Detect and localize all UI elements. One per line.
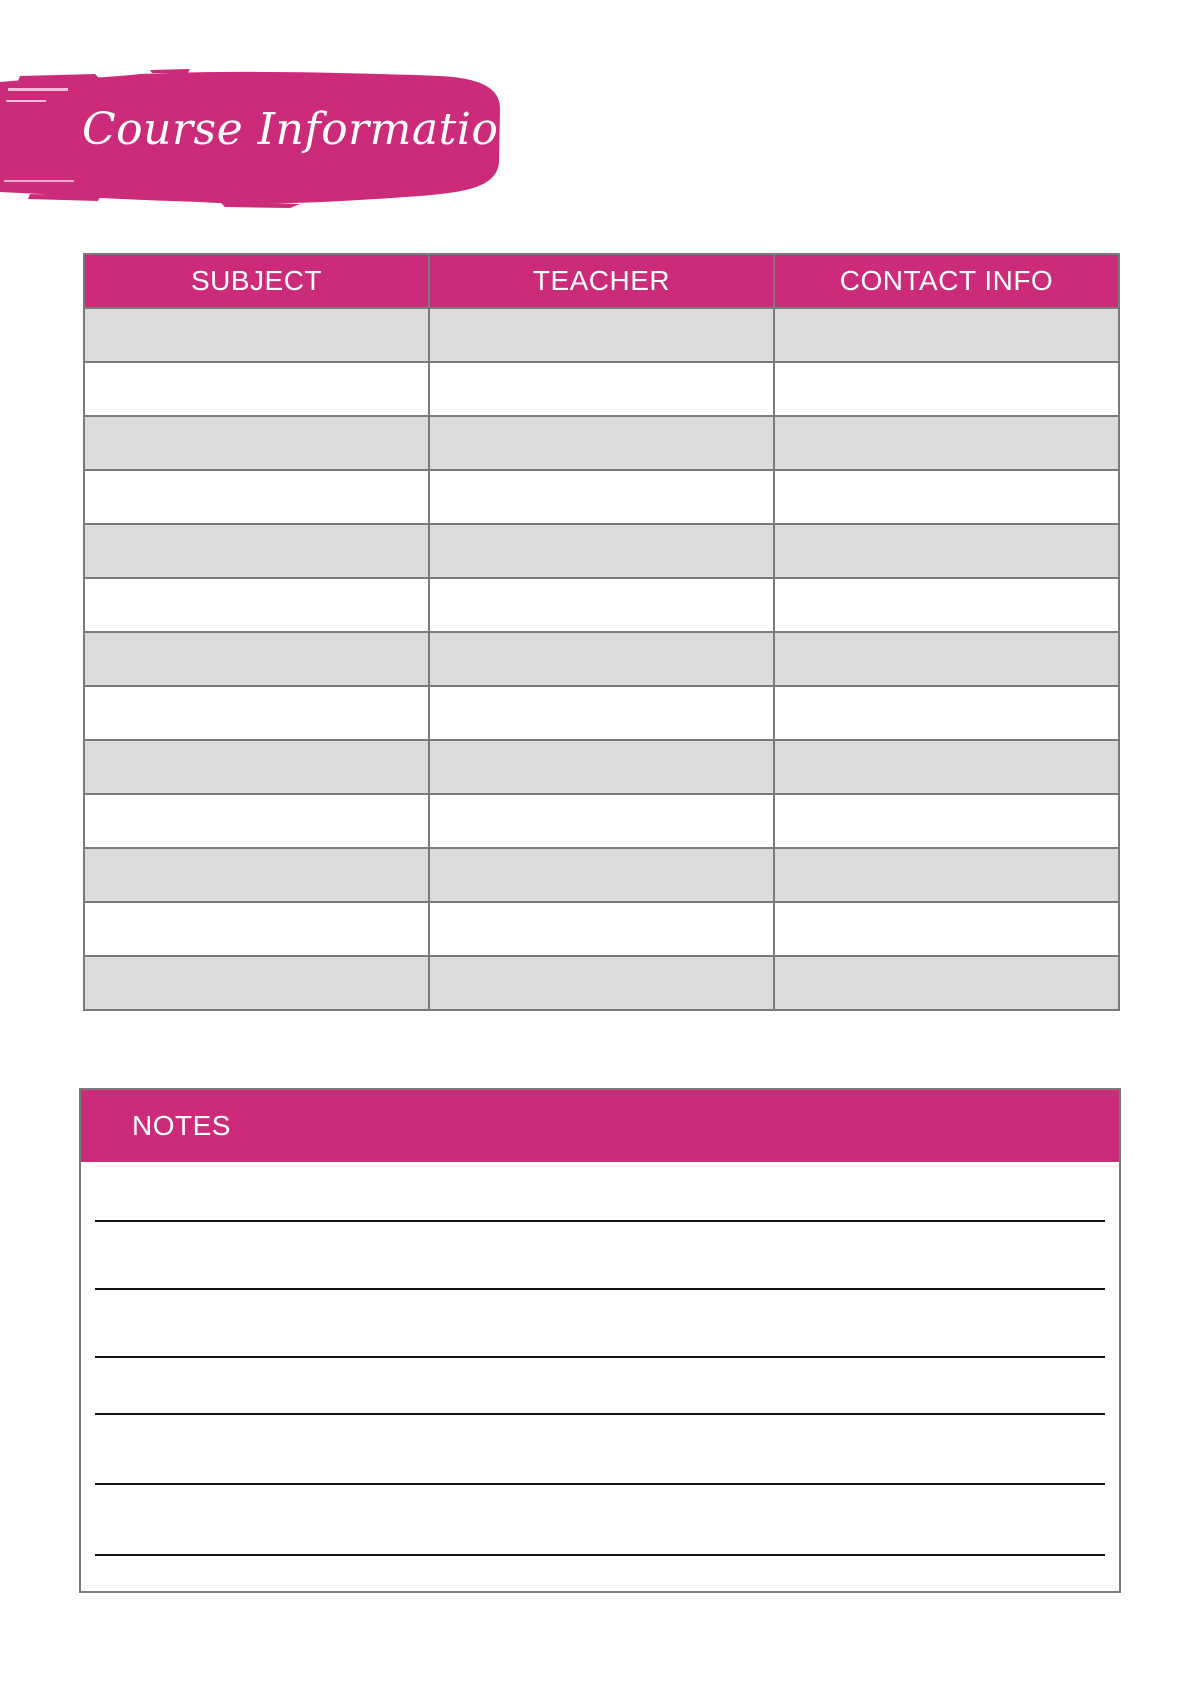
table-row (84, 956, 1119, 1010)
note-line[interactable] (95, 1356, 1105, 1358)
note-line[interactable] (95, 1413, 1105, 1415)
note-line[interactable] (95, 1220, 1105, 1222)
table-cell[interactable] (429, 794, 774, 848)
table-cell[interactable] (774, 578, 1119, 632)
table-row (84, 524, 1119, 578)
table-cell[interactable] (774, 632, 1119, 686)
table-row (84, 848, 1119, 902)
table-row (84, 794, 1119, 848)
note-line[interactable] (95, 1554, 1105, 1556)
table-cell[interactable] (84, 632, 429, 686)
table-cell[interactable] (429, 362, 774, 416)
table-cell[interactable] (84, 956, 429, 1010)
note-line[interactable] (95, 1288, 1105, 1290)
table-row (84, 308, 1119, 362)
table-cell[interactable] (429, 308, 774, 362)
table-cell[interactable] (429, 632, 774, 686)
table-cell[interactable] (774, 416, 1119, 470)
column-header-teacher: TEACHER (429, 254, 774, 308)
notes-header (81, 1090, 1119, 1162)
table-cell[interactable] (429, 686, 774, 740)
table-row (84, 902, 1119, 956)
notes-title: NOTES (132, 1110, 231, 1141)
table-row (84, 578, 1119, 632)
title-banner (0, 68, 528, 208)
table-cell[interactable] (84, 578, 429, 632)
column-header-subject: SUBJECT (84, 254, 429, 308)
table-cell[interactable] (84, 524, 429, 578)
page-title: Course Information (82, 104, 528, 155)
table-cell[interactable] (84, 416, 429, 470)
table-cell[interactable] (774, 956, 1119, 1010)
table-row (84, 416, 1119, 470)
table-cell[interactable] (774, 794, 1119, 848)
table-row (84, 740, 1119, 794)
table-row (84, 686, 1119, 740)
table-cell[interactable] (429, 524, 774, 578)
table-cell[interactable] (429, 902, 774, 956)
table-cell[interactable] (429, 740, 774, 794)
table-row (84, 470, 1119, 524)
table-cell[interactable] (429, 848, 774, 902)
note-line[interactable] (95, 1483, 1105, 1485)
table-cell[interactable] (84, 308, 429, 362)
table-row (84, 632, 1119, 686)
table-cell[interactable] (774, 902, 1119, 956)
table-cell[interactable] (429, 416, 774, 470)
table-cell[interactable] (84, 740, 429, 794)
course-table (83, 253, 1120, 1011)
table-cell[interactable] (429, 470, 774, 524)
table-cell[interactable] (84, 902, 429, 956)
table-cell[interactable] (429, 578, 774, 632)
table-cell[interactable] (84, 362, 429, 416)
table-cell[interactable] (84, 794, 429, 848)
table-header-row (84, 254, 1119, 308)
column-header-contact-info: CONTACT INFO (774, 254, 1119, 308)
table-cell[interactable] (774, 362, 1119, 416)
table-cell[interactable] (429, 956, 774, 1010)
table-cell[interactable] (774, 470, 1119, 524)
table-cell[interactable] (774, 524, 1119, 578)
table-cell[interactable] (774, 740, 1119, 794)
table-row (84, 362, 1119, 416)
table-cell[interactable] (774, 848, 1119, 902)
table-cell[interactable] (84, 848, 429, 902)
table-cell[interactable] (774, 686, 1119, 740)
notes-box (79, 1088, 1121, 1593)
table-cell[interactable] (774, 308, 1119, 362)
table-cell[interactable] (84, 686, 429, 740)
table-cell[interactable] (84, 470, 429, 524)
